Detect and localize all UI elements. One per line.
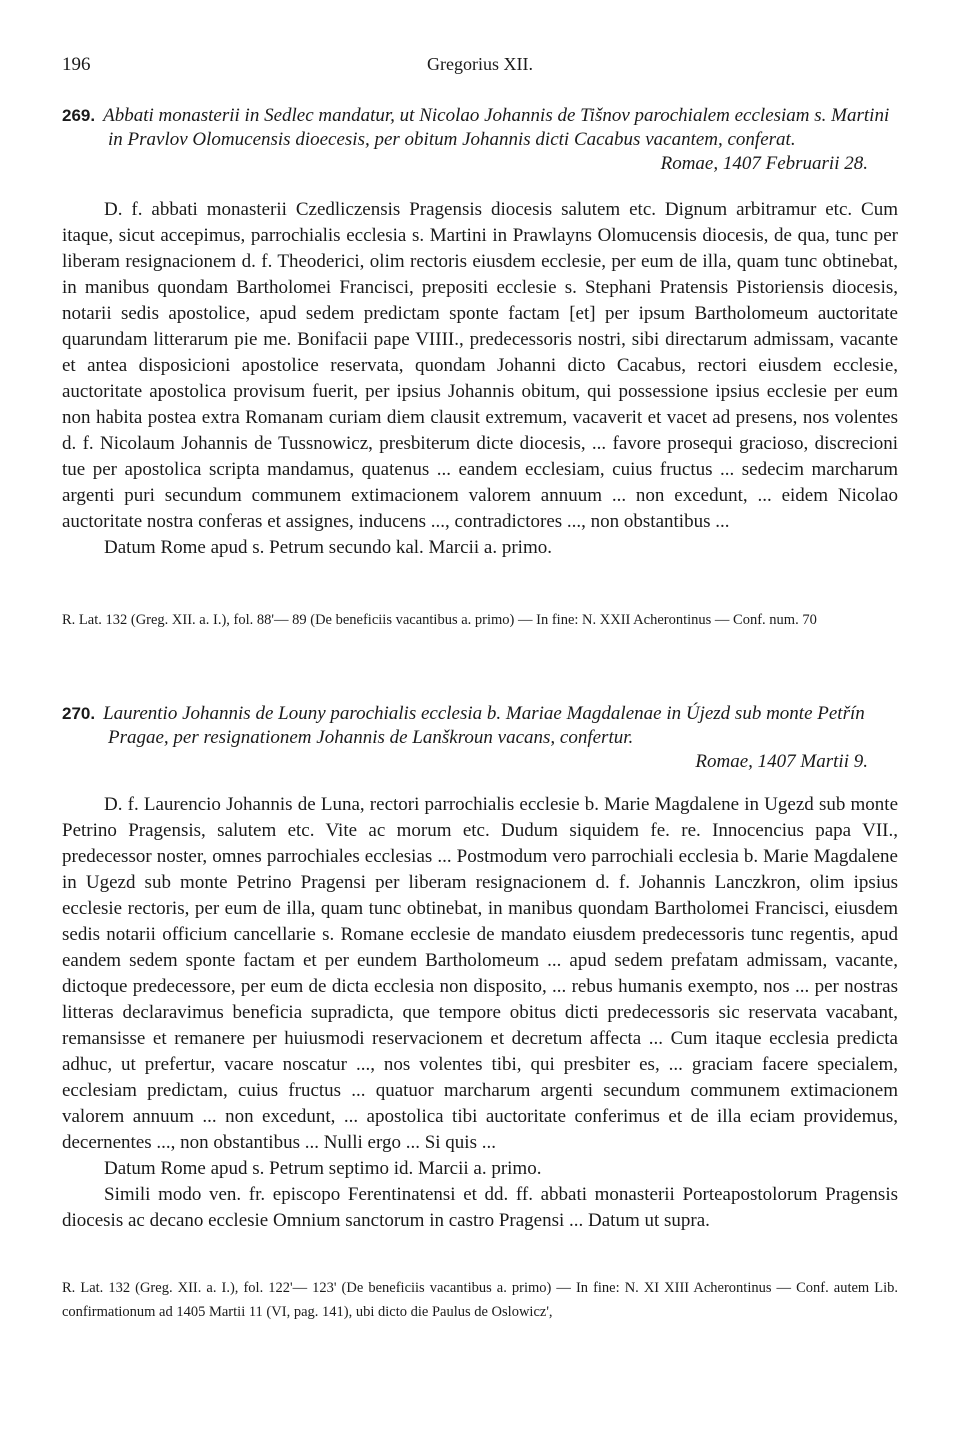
entry-date: Romae, 1407 Martii 9.: [695, 751, 868, 772]
page-number: 196: [62, 54, 91, 75]
regest-line: in Pravlov Olomucensis dioecesis, per obitum Johannis dicti Cacabus vacantem, conferat.: [108, 129, 796, 150]
entry-number: 270.: [62, 704, 96, 723]
regest-line: Abbati monasterii in Sedlec mandatur, ut Nicolao Johannis de Tišnov parochialem ecclesiam s. Martini: [103, 105, 890, 126]
entry-number: 269.: [62, 106, 96, 125]
running-head: Gregorius XII.: [427, 54, 533, 74]
entry-270-footnote: R. Lat. 132 (Greg. XII. a. I.), fol. 122'— 123' (De beneficiis vacantibus a. primo) — In fine: N. XI XIII Acherontinus — Conf. autem Lib. confirmationum ad 1405 Martii 11 (VI, pag. 141), ubi dicto die Paulus de Oslowicz',: [62, 1280, 898, 1320]
entry-269-footnote: R. Lat. 132 (Greg. XII. a. I.), fol. 88'— 89 (De beneficiis vacantibus a. primo) — In fine: N. XXII Acherontinus — Conf. num. 70: [62, 612, 817, 628]
datum-line: Datum Rome apud s. Petrum secundo kal. Marcii a. primo.: [104, 537, 552, 558]
entry-269-regest: [62, 104, 898, 176]
regest-line: Pragae, per resignationem Johannis de Lanškroun vacans, confertur.: [108, 727, 634, 748]
entry-270-body: [62, 792, 898, 1234]
entry-269-body: [62, 197, 898, 561]
entry-270-regest: [62, 702, 898, 774]
body-paragraph: D. f. abbati monasterii Czedliczensis Pragensis diocesis salutem etc. Dignum arbitramur etc. Cum itaque, sicut accepimus, parrochialis ecclesia s. Martini in Prawlayns Olomucensis diocesis, de qua, tunc per liberam resignacionem d. f. Theoderici, olim rectoris eiusdem ecclesie, per eum de illa, quam tunc obtinebat, in manibus quondam Bartholomei Francisci, prepositi ecclesie s. Stephani Pratensis Pistoriensis diocesis, notarii sedis apostolice, apud sedem predictam sponte factam [et] per ipsum Bartholomeum auctoritate quarundam litterarum pie me. Bonifacii pape VIIII., predecessoris nostri, sibi directarum admissam, vacante et antea disposicioni apostolice reservata, quondam Johanni dicto Cacabus, rectori eiusdem ecclesie, auctoritate apostolica provisum fuerit, per ipsius Johannis obitum, qui possessione ipsius ecclesie per eum non habita postea extra Romanam curiam diem clausit extremum, vacaverit et vacet ad presens, nos volentes d. f. Nicolaum Johannis de Tussnowicz, presbiterum dicte diocesis, ... favore prosequi gracioso, discrecioni tue per apostolica scripta mandamus, quatenus ... eandem ecclesiam, cuius fructus ... sedecim marcharum argenti puri secundum communem extimacionem valorem annuum ... non excedunt, ... eidem Nicolao auctoritate nostra conferas et assignes, inducens ..., contradictores ..., non obstantibus ...: [62, 199, 898, 532]
regest-line: Laurentio Johannis de Louny parochialis ecclesia b. Mariae Magdalenae in Újezd sub monte Petřín: [103, 703, 865, 724]
page-header: [62, 54, 898, 84]
body-paragraph: D. f. Laurencio Johannis de Luna, rectori parrochialis ecclesie b. Marie Magdalene in Ugezd sub monte Petrino Pragensis, salutem etc. Vite ac morum etc. Dudum siquidem fe. re. Innocencius papa VII., predecessor noster, omnes parrochiales ecclesias ... Postmodum vero parrochiali ecclesia b. Marie Magdalene in Ugezd sub monte Petrino Pragensi per liberam resignacionem d. f. Johannis Lanczkron, olim ipsius ecclesie rectoris, per eum de illa, quam tunc obtinebat, in manibus quondam Bartholomei Francisci, eiusdem sedis notarii officium cancellarie s. Romane ecclesie de mandato eiusdem predecessoris tunc regentis, apud eandem sedem sponte factam et per eundem Bartholomeum ... apud sedem prefatam admissam, vacante, dictoque predecessore, per eum de dicta ecclesia non disposito, ... rebus humanis exempto, nos ... per nostras litteras declaravimus beneficia supradicta, que tempore obitus dicti predecessoris sic reservata vacabant, remansisse et remanere per huiusmodi reservacionem et decretum affecta ... Cum itaque ecclesia predicta adhuc, ut prefertur, vacare noscatur ..., nos volentes tibi, qui presbiter es, ... graciam facere specialem, ecclesiam predictam, cuius fructus ... quatuor marcharum argenti secundum communem extimacionem valorem annuum ... non excedunt, ... apostolica tibi auctoritate conferimus et de illa eciam providemus, decernentes ..., non obstantibus ... Nulli ergo ... Si quis ...: [62, 794, 898, 1153]
simili-paragraph: Simili modo ven. fr. episcopo Ferentinatensi et dd. ff. abbati monasterii Porteapostolorum Pragensis diocesis ac decano ecclesie Omnium sanctorum in castro Pragensi ... Datum ut supra.: [62, 1184, 898, 1231]
entry-date: Romae, 1407 Februarii 28.: [660, 153, 868, 174]
datum-line: Datum Rome apud s. Petrum septimo id. Marcii a. primo.: [104, 1158, 542, 1179]
